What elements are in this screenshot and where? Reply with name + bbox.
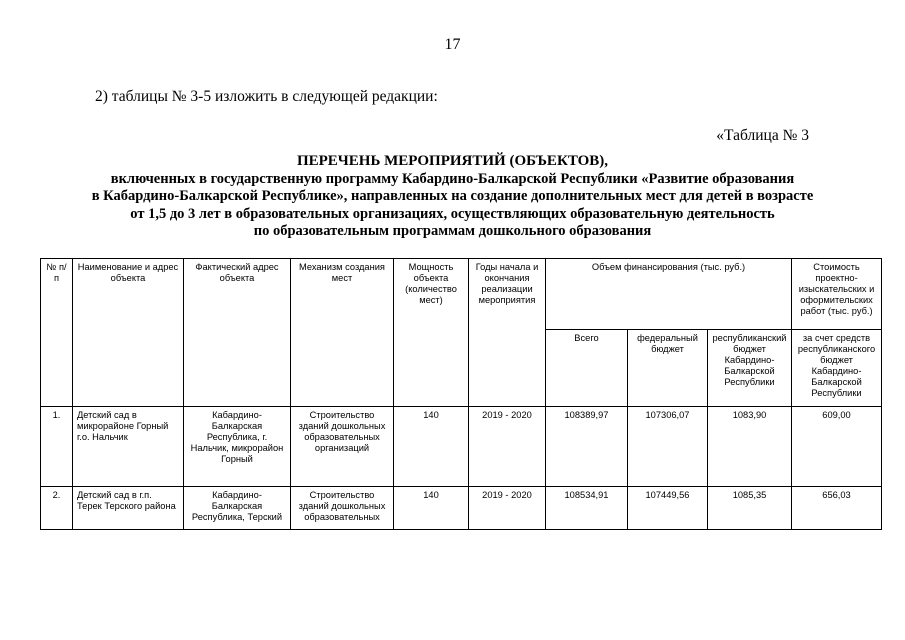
- header-name: Наименование и адрес объекта: [73, 259, 184, 407]
- title-line: от 1,5 до 3 лет в образовательных организациях, осуществляющих образовательную деятельность: [130, 205, 775, 222]
- row-num: 1.: [41, 407, 73, 487]
- intro-text: 2) таблицы № 3-5 изложить в следующей редакции:: [95, 88, 438, 105]
- row-federal: 107306,07: [628, 407, 708, 487]
- subheader-federal: федеральный бюджет: [628, 330, 708, 407]
- row-years: 2019 - 2020: [469, 407, 546, 487]
- title-heading: ПЕРЕЧЕНЬ МЕРОПРИЯТИЙ (ОБЪЕКТОВ),: [296, 153, 609, 169]
- subheader-cost-source: за счет средств республиканского бюджет Кабардино-Балкарской Республики: [792, 330, 882, 407]
- title-line: включенных в государственную программу Кабардино-Балкарской Республики «Развитие образования: [110, 170, 795, 187]
- row-mechanism: Строительство зданий дошкольных образовательных: [291, 487, 394, 530]
- header-funding: Объем финансирования (тыс. руб.): [546, 259, 792, 330]
- row-federal: 107449,56: [628, 487, 708, 530]
- title-line: в Кабардино-Балкарской Республике», направленных на создание дополнительных мест для детей в возрасте: [91, 188, 814, 204]
- row-mechanism: Строительство зданий дошкольных образовательных организаций: [291, 407, 394, 487]
- row-republic: 1085,35: [708, 487, 792, 530]
- header-capacity: Мощность объекта (количество мест): [394, 259, 469, 407]
- title-line: по образовательным программам дошкольного образования: [253, 223, 652, 239]
- row-capacity: 140: [394, 407, 469, 487]
- row-total: 108534,91: [546, 487, 628, 530]
- row-cost: 609,00: [792, 407, 882, 487]
- table-label: «Таблица № 3: [716, 127, 809, 144]
- table-row: [41, 407, 882, 487]
- row-name: Детский сад в г.п. Терек Терского района: [73, 487, 184, 530]
- header-row: [41, 259, 882, 330]
- row-address: Кабардино-Балкарская Республика, Терский: [184, 487, 291, 530]
- row-years: 2019 - 2020: [469, 487, 546, 530]
- subheader-total: Всего: [546, 330, 628, 407]
- header-address: Фактический адрес объекта: [184, 259, 291, 407]
- header-years: Годы начала и окончания реализации мероприятия: [469, 259, 546, 407]
- document-title: [40, 153, 865, 241]
- row-num: 2.: [41, 487, 73, 530]
- row-total: 108389,97: [546, 407, 628, 487]
- row-capacity: 140: [394, 487, 469, 530]
- header-cost: Стоимость проектно-изыскательских и оформительских работ (тыс. руб.): [792, 259, 882, 330]
- row-republic: 1083,90: [708, 407, 792, 487]
- page-number: 17: [444, 36, 461, 53]
- row-address: Кабардино-Балкарская Республика, г. Нальчик, микрорайон Горный: [184, 407, 291, 487]
- header-num: № п/п: [41, 259, 73, 407]
- header-mechanism: Механизм создания мест: [291, 259, 394, 407]
- objects-table: [40, 258, 882, 530]
- table-row: [41, 487, 882, 530]
- row-cost: 656,03: [792, 487, 882, 530]
- subheader-republic: республиканский бюджет Кабардино-Балкарской Республики: [708, 330, 792, 407]
- row-name: Детский сад в микрорайоне Горный г.о. Нальчик: [73, 407, 184, 487]
